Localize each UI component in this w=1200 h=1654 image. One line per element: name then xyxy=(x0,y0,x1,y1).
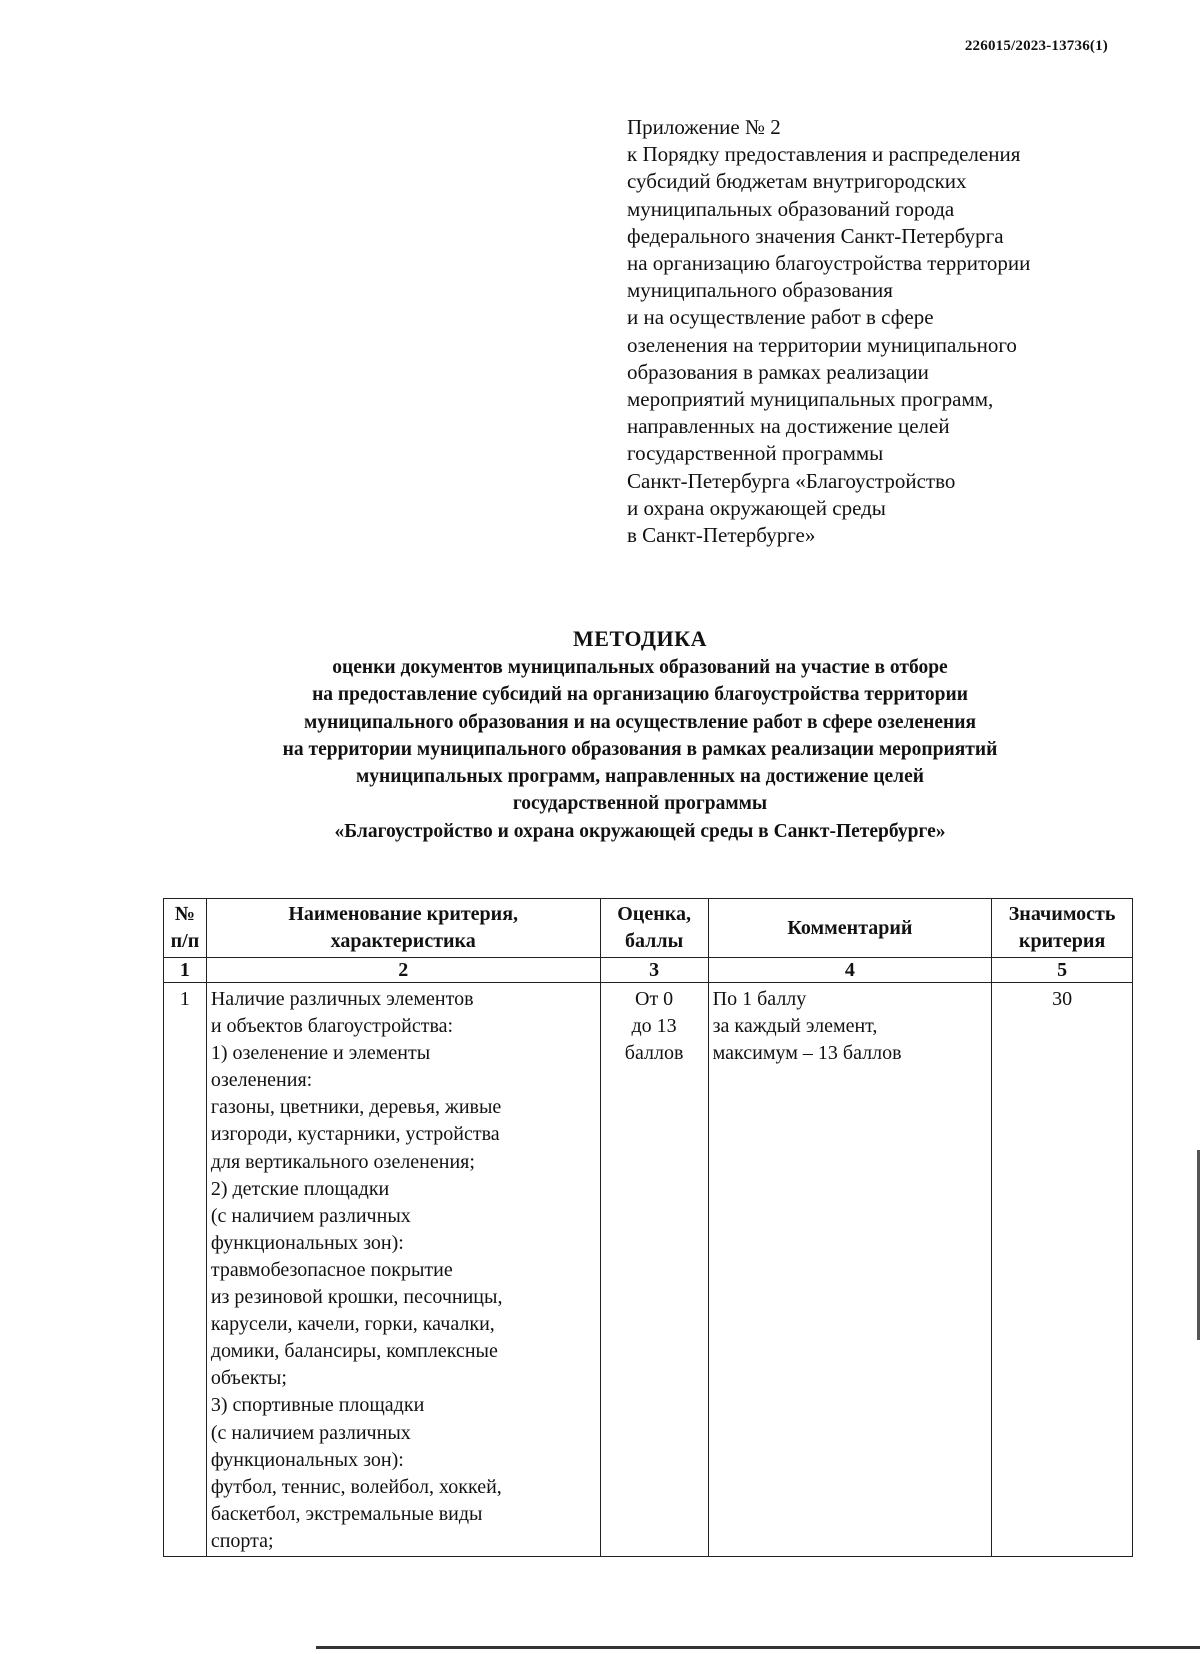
subtitle-line: государственной программы xyxy=(512,793,768,815)
column-number-row xyxy=(164,958,1133,983)
description-line: 2) детские площадки xyxy=(210,1177,390,1200)
appendix-line: Санкт-Петербурга «Благоустройство xyxy=(627,468,956,493)
appendix-line: направленных на достижение целей xyxy=(627,414,950,439)
header-weight-line: Значимость xyxy=(1008,903,1116,925)
header-weight-line: критерия xyxy=(1018,930,1106,952)
description-line: (с наличием различных xyxy=(210,1421,411,1444)
header-name-line: Наименование критерия, xyxy=(288,903,519,925)
header-comment: Комментарий xyxy=(708,899,992,958)
description-line: 1) озеленение и элементы xyxy=(210,1042,431,1065)
document-id: 226015/2023-13736(1) xyxy=(964,38,1108,54)
appendix-line: субсидий бюджетам внутригородских xyxy=(627,169,967,194)
description-line: карусели, качели, горки, качалки, xyxy=(210,1313,495,1336)
appendix-line: к Порядку предоставления и распределения xyxy=(627,142,1021,167)
score-line: баллов xyxy=(624,1042,684,1065)
criterion-description xyxy=(206,983,600,1557)
description-line: для вертикального озеленения; xyxy=(210,1150,475,1173)
appendix-line: образования в рамках реализации xyxy=(627,359,929,384)
appendix-line: и охрана окружающей среды xyxy=(627,495,886,520)
header-score-line: баллы xyxy=(624,930,684,952)
table-header-row xyxy=(164,899,1133,958)
methodology-heading xyxy=(60,624,1200,845)
column-number: 3 xyxy=(600,958,708,983)
description-line: 3) спортивные площадки xyxy=(210,1394,425,1417)
appendix-line: Приложение № 2 xyxy=(627,115,781,139)
header-weight xyxy=(992,899,1133,958)
header-name xyxy=(206,899,600,958)
column-number: 2 xyxy=(206,958,600,983)
appendix-block xyxy=(627,114,1147,549)
description-line: объекты; xyxy=(210,1367,287,1390)
row-number: 1 xyxy=(164,983,207,1557)
description-line: футбол, теннис, волейбол, хоккей, xyxy=(210,1475,502,1498)
table-row xyxy=(164,983,1133,1557)
column-number: 4 xyxy=(708,958,992,983)
description-line: функциональных зон): xyxy=(210,1231,404,1254)
description-line: травмобезопасное покрытие xyxy=(210,1258,453,1281)
criterion-weight: 30 xyxy=(992,983,1133,1557)
description-line: газоны, цветники, деревья, живые xyxy=(210,1096,502,1119)
header-num-line: № xyxy=(174,903,195,925)
description-line: озеленения: xyxy=(210,1069,313,1092)
subtitle-line: на предоставление субсидий на организацию благоустройства территории xyxy=(312,684,968,706)
description-line: (с наличием различных xyxy=(210,1204,411,1227)
bottom-rule xyxy=(316,1646,1200,1649)
criteria-table xyxy=(163,898,1133,1557)
comment-line: максимум – 13 баллов xyxy=(712,1042,902,1065)
appendix-line: на организацию благоустройства территории xyxy=(627,251,1031,276)
comment-line: за каждый элемент, xyxy=(712,1015,878,1038)
subtitle-line: муниципальных программ, направленных на достижение целей xyxy=(355,766,924,788)
description-line: и объектов благоустройства: xyxy=(210,1015,454,1038)
description-line: из резиновой крошки, песочницы, xyxy=(210,1286,503,1309)
description-line: изгороди, кустарники, устройства xyxy=(210,1123,500,1146)
score-line: От 0 xyxy=(635,988,674,1010)
comment-cell xyxy=(708,983,992,1557)
header-num xyxy=(164,899,207,958)
comment-line: По 1 баллу xyxy=(712,988,807,1010)
header-score-line: Оценка, xyxy=(617,903,691,925)
appendix-line: федерального значения Санкт-Петербурга xyxy=(627,223,1004,248)
appendix-line: муниципальных образований города xyxy=(627,196,955,221)
appendix-line: и на осуществление работ в сфере xyxy=(627,305,934,330)
appendix-line: озеленения на территории муниципального xyxy=(627,332,1017,357)
appendix-line: в Санкт-Петербурге» xyxy=(627,523,816,548)
description-line: функциональных зон): xyxy=(210,1448,404,1471)
score-line: до 13 xyxy=(631,1015,677,1038)
description-line: спорта; xyxy=(210,1529,274,1552)
subtitle-line: оценки документов муниципальных образований на участие в отборе xyxy=(332,657,948,678)
column-number: 1 xyxy=(164,958,207,983)
subtitle-line: на территории муниципального образования в рамках реализации мероприятий xyxy=(282,738,998,760)
header-score xyxy=(600,899,708,958)
description-line: Наличие различных элементов xyxy=(210,988,474,1010)
page-title: МЕТОДИКА xyxy=(573,626,707,651)
score-range xyxy=(600,983,708,1557)
appendix-line: муниципального образования xyxy=(627,278,893,303)
subtitle-line: муниципального образования и на осуществление работ в сфере озеленения xyxy=(303,711,977,733)
appendix-line: мероприятий муниципальных программ, xyxy=(627,387,994,412)
column-number: 5 xyxy=(992,958,1133,983)
header-num-line: п/п xyxy=(170,930,200,952)
appendix-line: государственной программы xyxy=(627,441,884,466)
description-line: баскетбол, экстремальные виды xyxy=(210,1502,483,1525)
subtitle-line: «Благоустройство и охрана окружающей среды в Санкт-Петербурге» xyxy=(334,820,946,842)
header-name-line: характеристика xyxy=(330,930,476,952)
description-line: домики, балансиры, комплексные xyxy=(210,1340,498,1363)
